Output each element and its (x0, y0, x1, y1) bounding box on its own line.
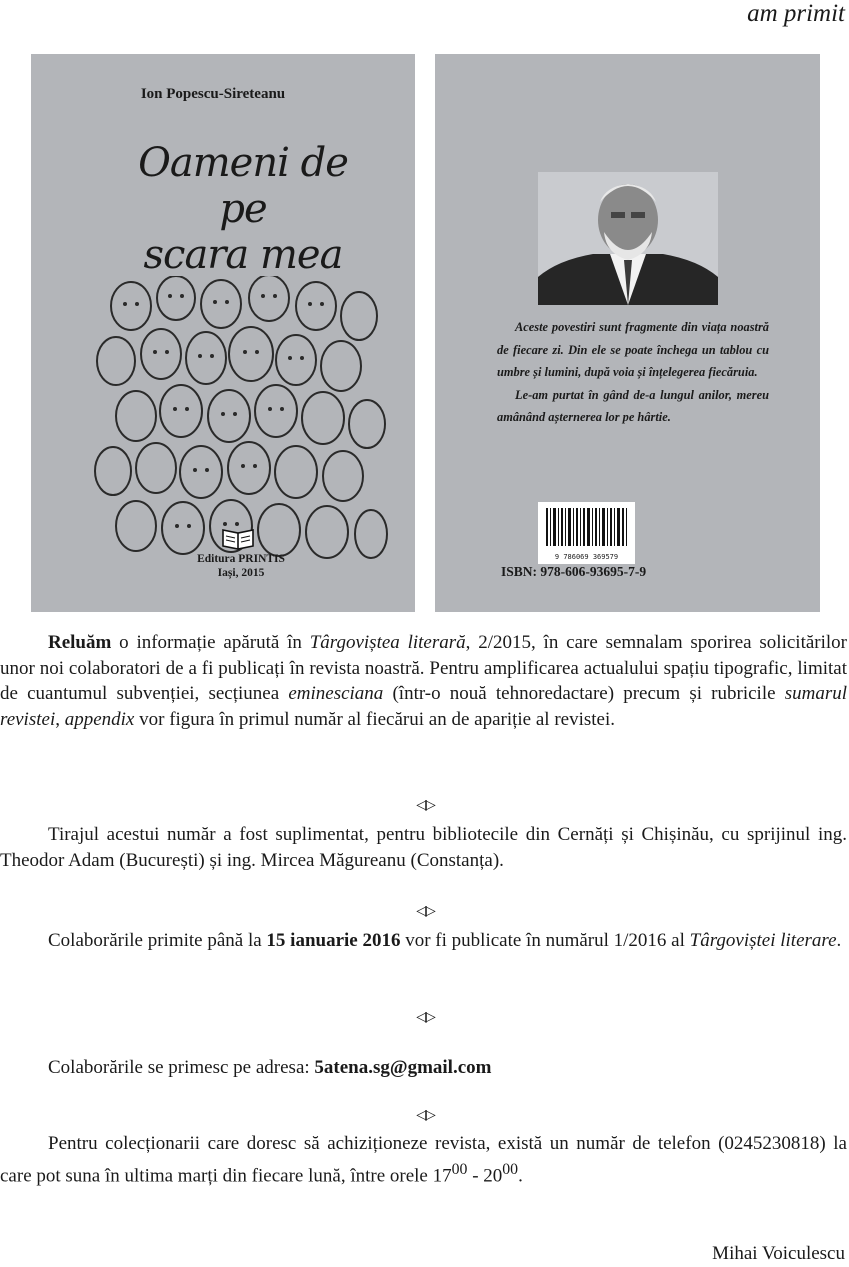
barcode-bars (538, 502, 635, 552)
p5-text: Pentru colecționarii care doresc să achiziționeze revista, există un număr de telefon (0245230818) la care pot suna în ultima marți din fiecare lună, între orele 17 (0, 1133, 847, 1186)
p1-text-c: (într-o nouă tehnoredactare) precum și rubricile (383, 683, 785, 704)
separator-4: ◁▷ (416, 1108, 434, 1123)
barcode-number: 9 786069 369579 (554, 553, 619, 561)
p1-text-d: , (55, 708, 65, 730)
publisher-name: Editura PRINTIS (197, 553, 285, 565)
p3-text-a: Colaborările primite până la (48, 930, 267, 951)
section-tag: am primit (747, 0, 845, 27)
open-book-icon (221, 526, 255, 550)
cover-publisher (181, 552, 301, 580)
p1-italic-b: eminesciana (288, 683, 384, 704)
cover-title (113, 140, 373, 278)
p3-deadline: 15 ianuarie 2016 (266, 930, 401, 951)
publisher-place-year: Iași, 2015 (217, 567, 265, 579)
p3-text-c: . (836, 930, 842, 951)
paragraph-5 (0, 1131, 847, 1188)
author-photo (538, 172, 718, 305)
paragraph-4 (0, 1055, 847, 1081)
p5-dash: - 20 (467, 1164, 503, 1186)
cover-title-line1: Oameni de pe (138, 140, 348, 232)
p4-text: Colaborările se primesc pe adresa: (48, 1057, 315, 1078)
p1-bold-lead: Reluăm (48, 632, 112, 653)
p2-text: Tirajul acestui număr a fost suplimentat, pentru bibliotecile din Cernăți și Chișinău, cu sprijinul ing. Theodor Adam (București) și ing. Mircea Măgureanu (Constanța). (0, 824, 847, 871)
p1-text-a: o informație apărută în (111, 632, 310, 653)
p1-italic-d: appendix (64, 708, 135, 730)
cover-author: Ion Popescu-Sireteanu (140, 86, 286, 102)
barcode (538, 502, 635, 564)
paragraph-3 (0, 928, 847, 954)
faces-illustration (91, 276, 391, 566)
p5-end: . (518, 1164, 523, 1186)
p1-text-b: , 2/2015, în care semnalam sporirea solicitărilor unor noi colaboratori de a fi publicați în revista noastră. Pentru amplificarea actualului spațiu tipografic, limitat de cuantumul subvenției, secțiunea (0, 632, 848, 704)
p1-text-e: vor figura în primul număr al fiecărui an de apariție al revistei. (134, 708, 615, 730)
p5-sup-1: 00 (451, 1160, 468, 1178)
p5-sup-2: 00 (502, 1160, 519, 1178)
paragraph-2 (0, 822, 847, 873)
front-cover-image (31, 54, 415, 612)
paragraph-1 (0, 630, 847, 732)
p1-italic-c: sumarul revistei (0, 683, 847, 730)
p3-italic: Târgoviștei literare (689, 930, 837, 951)
separator-2: ◁▷ (416, 904, 434, 919)
isbn: ISBN: 978-606-93695-7-9 (501, 564, 647, 579)
blurb-paragraph-2: Le-am purtat în gând de-a lungul anilor, mereu amânând așternerea lor pe hârtie. (497, 387, 769, 424)
author-signature: Mihai Voiculescu (712, 1243, 845, 1264)
back-cover-blurb (497, 316, 769, 429)
cover-title-line2: scara mea (143, 232, 343, 278)
p3-text-b: vor fi publicate în numărul 1/2016 al (400, 930, 690, 951)
blurb-paragraph-1: Aceste povestiri sunt fragmente din viața noastră de fiecare zi. Din ele se poate închega un tablou cu umbre și lumini, după voia și înțelegerea fiecăruia. (497, 320, 769, 379)
separator-1: ◁▷ (416, 798, 434, 813)
p1-italic-a: Târgoviștea literară (309, 632, 466, 653)
back-cover-image (435, 54, 820, 612)
separator-3: ◁▷ (416, 1010, 434, 1025)
email-link[interactable]: 5atena.sg@gmail.com (314, 1057, 492, 1078)
